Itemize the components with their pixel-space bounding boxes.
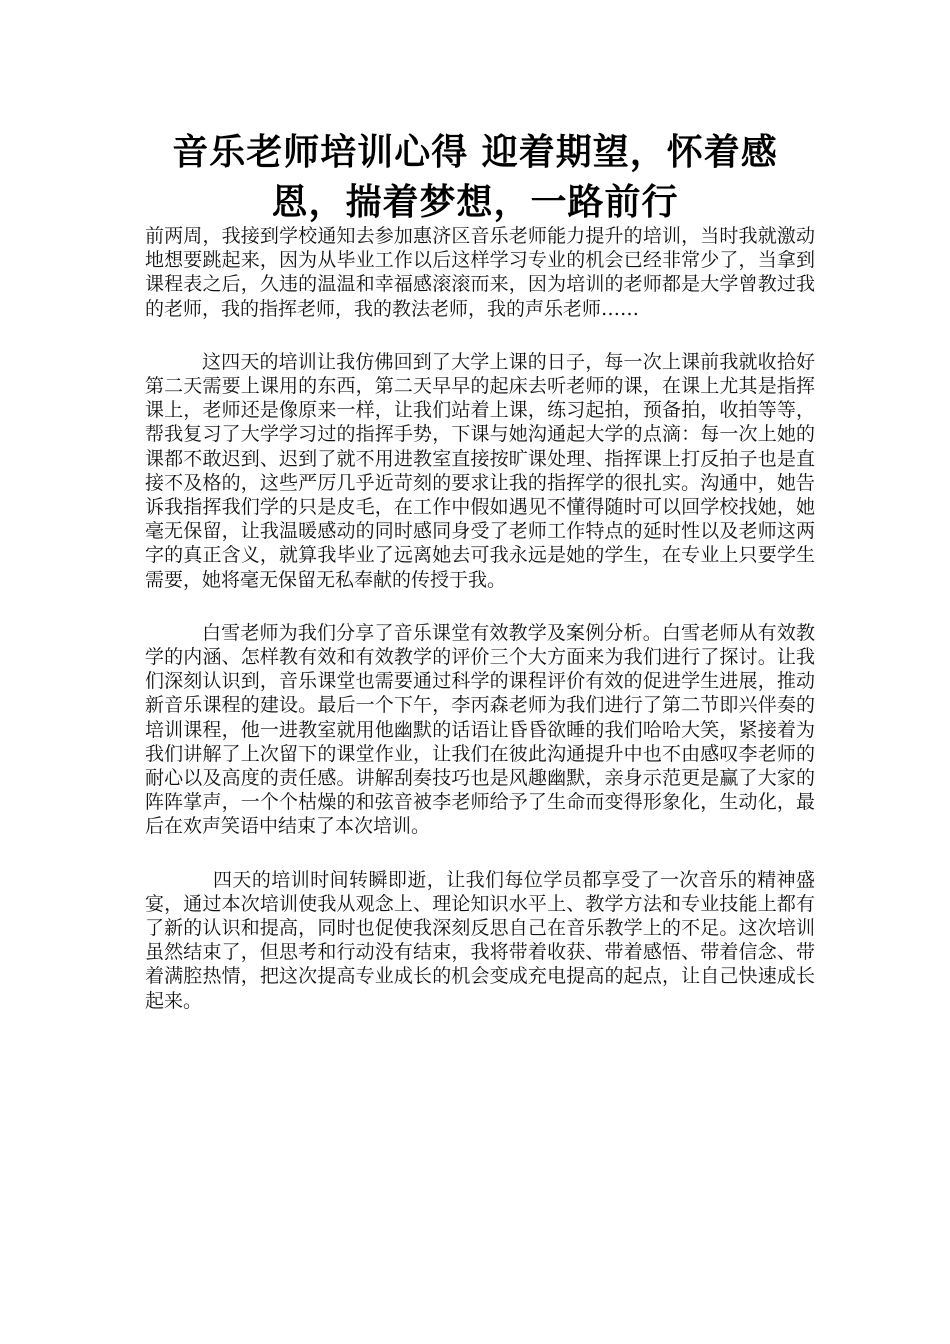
paragraph-conclusion: 四天的培训时间转瞬即逝，让我们每位学员都享受了一次音乐的精神盛宴，通过本次培训使我从观念上、理论知识水平上、教学方法和专业技能上都有了新的认识和提高，同时也促使我深刻反思自己在音乐教学上的不足。这次培训虽然结束了，但思考和行动没有结束，我将带着收获、带着感悟、带着信念、带着满腔热情，把这次提高专业成长的机会变成充电提高的起点，让自己快速成长起来。 (145, 868, 815, 1012)
document-body (145, 224, 815, 1013)
paragraph-effective-teaching: 白雪老师为我们分享了音乐课堂有效教学及案例分析。白雪老师从有效教学的内涵、怎样教有效和有效教学的评价三个大方面来为我们进行了探讨。让我们深刻认识到，音乐课堂也需要通过科学的课程评价有效的促进学生进展，推动新音乐课程的建设。最后一个下午，李丙森老师为我们进行了第二节即兴伴奏的培训课程，他一进教室就用他幽默的话语让昏昏欲睡的我们哈哈大笑，紧接着为我们讲解了上次留下的课堂作业，让我们在彼此沟通提升中也不由感叹李老师的耐心以及高度的责任感。讲解刮奏技巧也是风趣幽默，亲身示范更是赢了大家的阵阵掌声，一个个枯燥的和弦音被李老师给予了生命而变得形象化，生动化，最后在欢声笑语中结束了本次培训。 (145, 621, 815, 838)
document-title: 音乐老师培训心得 迎着期望，怀着感恩，揣着梦想，一路前行 (172, 132, 778, 223)
paragraph-conducting-class: 这四天的培训让我仿佛回到了大学上课的日子，每一次上课前我就收拾好第二天需要上课用的东西，第二天早早的起床去听老师的课，在课上尤其是指挥课上，老师还是像原来一样，让我们站着上课，练习起拍，预备拍，收拍等等，帮我复习了大学学习过的指挥手势，下课与她沟通起大学的点滴：每一次上她的课都不敢迟到、迟到了就不用进教室直接按旷课处理、指挥课上打反拍子也是直接不及格的，这些严厉几乎近苛刻的要求让我的指挥学的很扎实。沟通中，她告诉我指挥我们学的只是皮毛，在工作中假如遇见不懂得随时可以回学校找她，她毫无保留，让我温暖感动的同时感同身受了老师工作特点的延时性以及老师这两字的真正含义，就算我毕业了远离她去可我永远是她的学生，在专业上只要学生需要，她将毫无保留无私奉献的传授于我。 (145, 350, 815, 591)
paragraph-intro: 前两周，我接到学校通知去参加惠济区音乐老师能力提升的培训，当时我就激动地想要跳起来，因为从毕业工作以后这样学习专业的机会已经非常少了，当拿到课程表之后，久违的温温和幸福感滚滚而来，因为培训的老师都是大学曾教过我的老师，我的指挥老师，我的教法老师，我的声乐老师…… (145, 225, 815, 320)
